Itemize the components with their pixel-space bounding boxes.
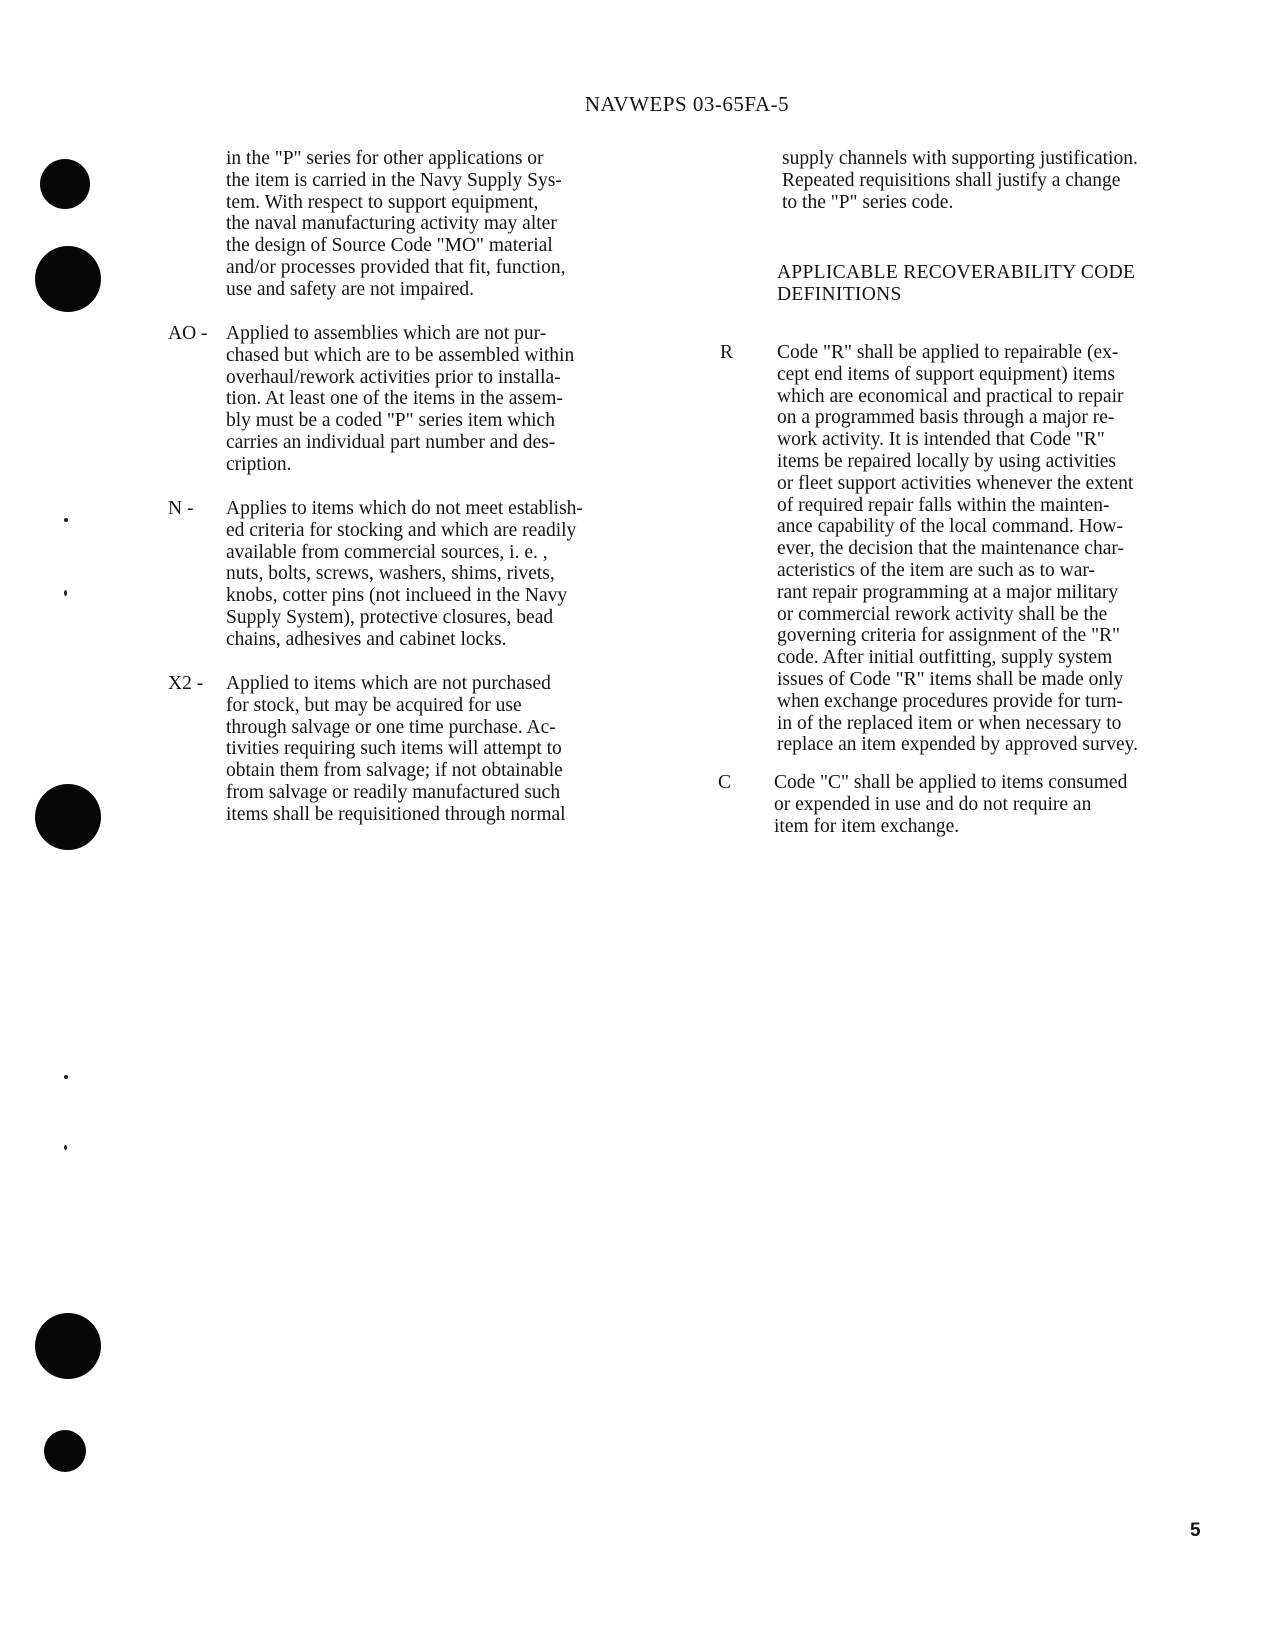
punch-hole-2 xyxy=(35,246,101,312)
text-line: on a programmed basis through a major re- xyxy=(777,407,1115,429)
definition-ao xyxy=(226,323,574,476)
definition-c xyxy=(774,772,1127,837)
text-line: use and safety are not impaired. xyxy=(226,278,474,300)
text-line: and/or processes provided that fit, function, xyxy=(226,256,566,278)
code-label-r: R xyxy=(720,342,734,363)
text-line: items be repaired locally by using activities xyxy=(777,450,1116,472)
text-line: governing criteria for assignment of the "R" xyxy=(777,625,1120,647)
scan-speck xyxy=(64,590,67,596)
text-line: for stock, but may be acquired for use xyxy=(226,694,522,716)
text-line: the design of Source Code "MO" material xyxy=(226,235,553,257)
text-line: or fleet support activities whenever the extent xyxy=(777,472,1134,494)
text-line: ever, the decision that the maintenance char- xyxy=(777,538,1124,560)
text-line: work activity. It is intended that Code "R" xyxy=(777,429,1105,451)
text-line: the item is carried in the Navy Supply Sys- xyxy=(226,169,562,191)
definition-x2 xyxy=(226,673,566,826)
text-line: Applied to items which are not purchased xyxy=(226,673,551,694)
text-line: issues of Code "R" items shall be made only xyxy=(777,668,1124,690)
text-line: through salvage or one time purchase. Ac- xyxy=(226,716,556,738)
text-line: supply channels with supporting justification. xyxy=(782,148,1138,169)
text-line: code. After initial outfitting, supply system xyxy=(777,647,1113,669)
text-line: bly must be a coded "P" series item which xyxy=(226,410,555,432)
intro-paragraph xyxy=(226,148,566,301)
text-line: of required repair falls within the mainten- xyxy=(777,494,1110,516)
text-line: cription. xyxy=(226,453,292,475)
text-line: acteristics of the item are such as to war- xyxy=(777,559,1095,581)
text-line: in of the replaced item or when necessary to xyxy=(777,712,1122,734)
text-line: obtain them from salvage; if not obtainable xyxy=(226,760,563,782)
punch-hole-1 xyxy=(40,159,90,209)
text-line: knobs, cotter pins (not inclueed in the Navy xyxy=(226,585,568,607)
punch-hole-3 xyxy=(35,784,101,850)
text-line: replace an item expended by approved survey. xyxy=(777,734,1138,756)
page-number: 5 xyxy=(1190,1520,1201,1541)
definition-r xyxy=(777,342,1138,756)
text-line: carries an individual part number and des- xyxy=(226,431,556,453)
text-line: Code "C" shall be applied to items consumed xyxy=(774,772,1128,793)
text-line: item for item exchange. xyxy=(774,815,960,837)
text-line: the naval manufacturing activity may alter xyxy=(226,213,557,235)
text-line: overhaul/rework activities prior to installa- xyxy=(226,366,561,388)
text-line: tivities requiring such items will attempt to xyxy=(226,738,562,760)
text-line: to the "P" series code. xyxy=(782,191,954,213)
text-line: rant repair programming at a major military xyxy=(777,581,1119,603)
text-line: Repeated requisitions shall justify a change xyxy=(782,169,1121,191)
heading-line: APPLICABLE RECOVERABILITY CODE xyxy=(777,262,1136,283)
text-line: nuts, bolts, screws, washers, shims, rivets, xyxy=(226,563,555,585)
section-heading xyxy=(777,262,1135,306)
text-line: tion. At least one of the items in the assem- xyxy=(226,388,563,410)
text-line: chains, adhesives and cabinet locks. xyxy=(226,628,507,650)
text-line: Applied to assemblies which are not pur- xyxy=(226,323,547,344)
text-line: tem. With respect to support equipment, xyxy=(226,191,539,213)
text-line: when exchange procedures provide for turn- xyxy=(777,690,1123,712)
continuation-paragraph xyxy=(782,148,1138,213)
text-line: cept end items of support equipment) items xyxy=(777,363,1115,385)
text-line: which are economical and practical to repair xyxy=(777,385,1124,407)
scan-speck xyxy=(64,1075,68,1079)
text-line: available from commercial sources, i. e. , xyxy=(226,541,548,563)
text-line: Supply System), protective closures, bead xyxy=(226,606,554,628)
scan-speck xyxy=(64,518,68,522)
definition-n xyxy=(226,498,583,651)
text-line: or expended in use and do not require an xyxy=(774,793,1092,815)
text-line: from salvage or readily manufactured such xyxy=(226,781,561,803)
document-id-header: NAVWEPS 03-65FA-5 xyxy=(584,92,790,116)
text-line: chased but which are to be assembled within xyxy=(226,344,575,366)
text-line: items shall be requisitioned through normal xyxy=(226,803,566,825)
text-line: or commercial rework activity shall be the xyxy=(777,603,1108,625)
text-line: Code "R" shall be applied to repairable (ex- xyxy=(777,342,1119,363)
punch-hole-4 xyxy=(35,1313,101,1379)
code-label-n: N - xyxy=(168,498,194,519)
text-line: ed criteria for stocking and which are readily xyxy=(226,519,577,541)
code-label-c: C xyxy=(718,772,732,793)
text-line: in the "P" series for other applications or xyxy=(226,148,544,169)
scan-speck xyxy=(64,1145,67,1150)
punch-hole-5 xyxy=(44,1430,86,1472)
text-line: ance capability of the local command. How- xyxy=(777,516,1123,538)
code-label-x2: X2 - xyxy=(168,673,204,694)
text-line: Applies to items which do not meet establish- xyxy=(226,498,583,519)
code-label-ao: AO - xyxy=(168,323,208,344)
heading-line: DEFINITIONS xyxy=(777,283,902,305)
